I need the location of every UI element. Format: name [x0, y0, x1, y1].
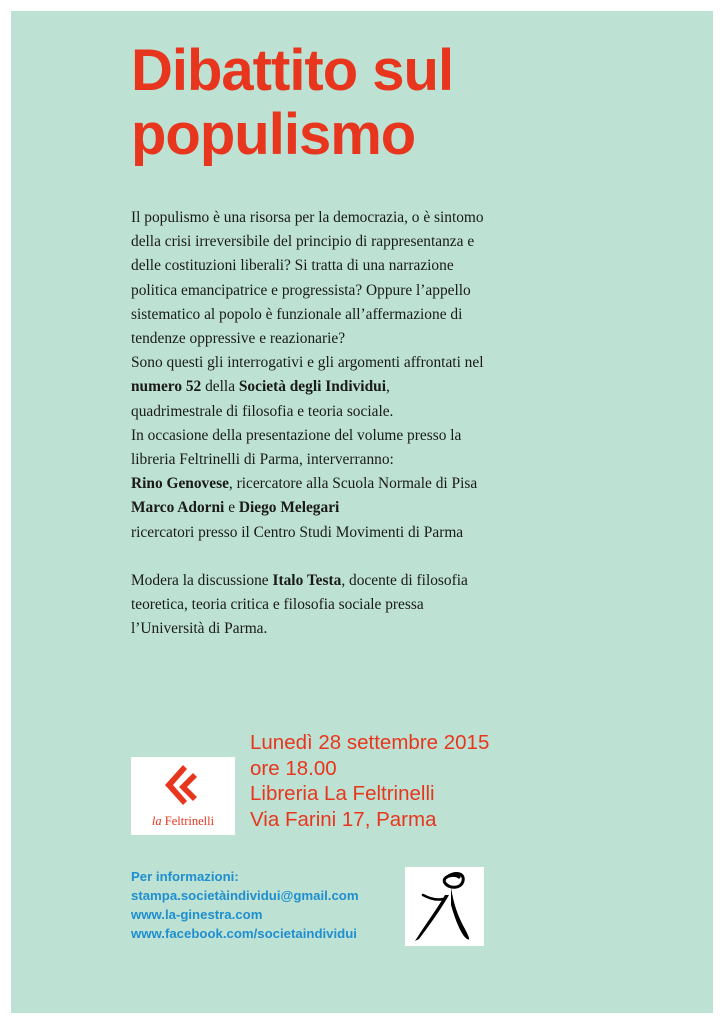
- event-details: [250, 730, 570, 832]
- ginestra-logo: [405, 867, 484, 946]
- body-line: teoretica, teoria critica e filosofia sociale pressa: [131, 596, 424, 614]
- event-address: Via Farini 17, Parma: [250, 807, 437, 831]
- body-line: l’Università di Parma.: [131, 620, 268, 638]
- speaker-name: Diego Melegari: [238, 499, 340, 517]
- moderator-line: Modera la discussione Italo Testa, docente di filosofia: [131, 571, 468, 589]
- feltrinelli-wordmark: la Feltrinelli: [151, 814, 215, 828]
- body-line: della crisi irreversibile del principio di rappresentanza e: [131, 233, 475, 251]
- info-site-link[interactable]: www.la-ginestra.com: [131, 907, 263, 922]
- body-line: libreria Feltrinelli di Parma, interverranno:: [131, 451, 394, 469]
- paragraph-gap: [131, 545, 601, 569]
- body-line: quadrimestrale di filosofia e teoria sociale.: [131, 402, 394, 420]
- info-block: [131, 867, 411, 943]
- info-heading: Per informazioni:: [131, 869, 239, 884]
- title-line-1: Dibattito sul: [131, 38, 454, 103]
- feltrinelli-f-icon: [161, 765, 205, 811]
- journal-name: Società degli Individui: [238, 378, 386, 396]
- speaker-name: Rino Genovese: [131, 475, 229, 493]
- feltrinelli-logo: [131, 757, 235, 835]
- body-line: Sono questi gli interrogativi e gli argomenti affrontati nel: [131, 354, 484, 372]
- speaker-name: Marco Adorni: [131, 499, 225, 517]
- issue-line: numero 52 della Società degli Individui,: [131, 378, 390, 396]
- page-title: [131, 39, 651, 167]
- speaker-line: Marco Adorni e Diego Melegari: [131, 499, 340, 517]
- info-email-link[interactable]: stampa.societàindividui@gmail.com: [131, 888, 359, 903]
- moderator-name: Italo Testa: [272, 571, 342, 589]
- body-line: delle costituzioni liberali? Si tratta di una narrazione: [131, 257, 454, 275]
- body-line: sistematico al popolo è funzionale all’affermazione di: [131, 305, 463, 323]
- ginestra-figure-icon: [405, 867, 484, 946]
- body-line: Il populismo è una risorsa per la democrazia, o è sintomo: [131, 209, 484, 226]
- event-time: ore 18.00: [250, 756, 337, 780]
- event-venue: Libreria La Feltrinelli: [250, 782, 435, 806]
- body-line: tendenze oppressive e reazionarie?: [131, 330, 346, 348]
- body-text: [131, 206, 601, 641]
- info-facebook-link[interactable]: www.facebook.com/societaindividui: [131, 926, 357, 941]
- body-line: politica emancipatrice e progressista? Oppure l’appello: [131, 281, 471, 299]
- body-line: In occasione della presentazione del volume presso la: [131, 426, 462, 444]
- issue-number: numero 52: [131, 378, 202, 396]
- body-line: ricercatori presso il Centro Studi Movimenti di Parma: [131, 523, 464, 541]
- title-line-2: populismo: [131, 102, 416, 167]
- speaker-line: Rino Genovese, ricercatore alla Scuola Normale di Pisa: [131, 475, 478, 493]
- event-date: Lunedì 28 settembre 2015: [250, 731, 490, 754]
